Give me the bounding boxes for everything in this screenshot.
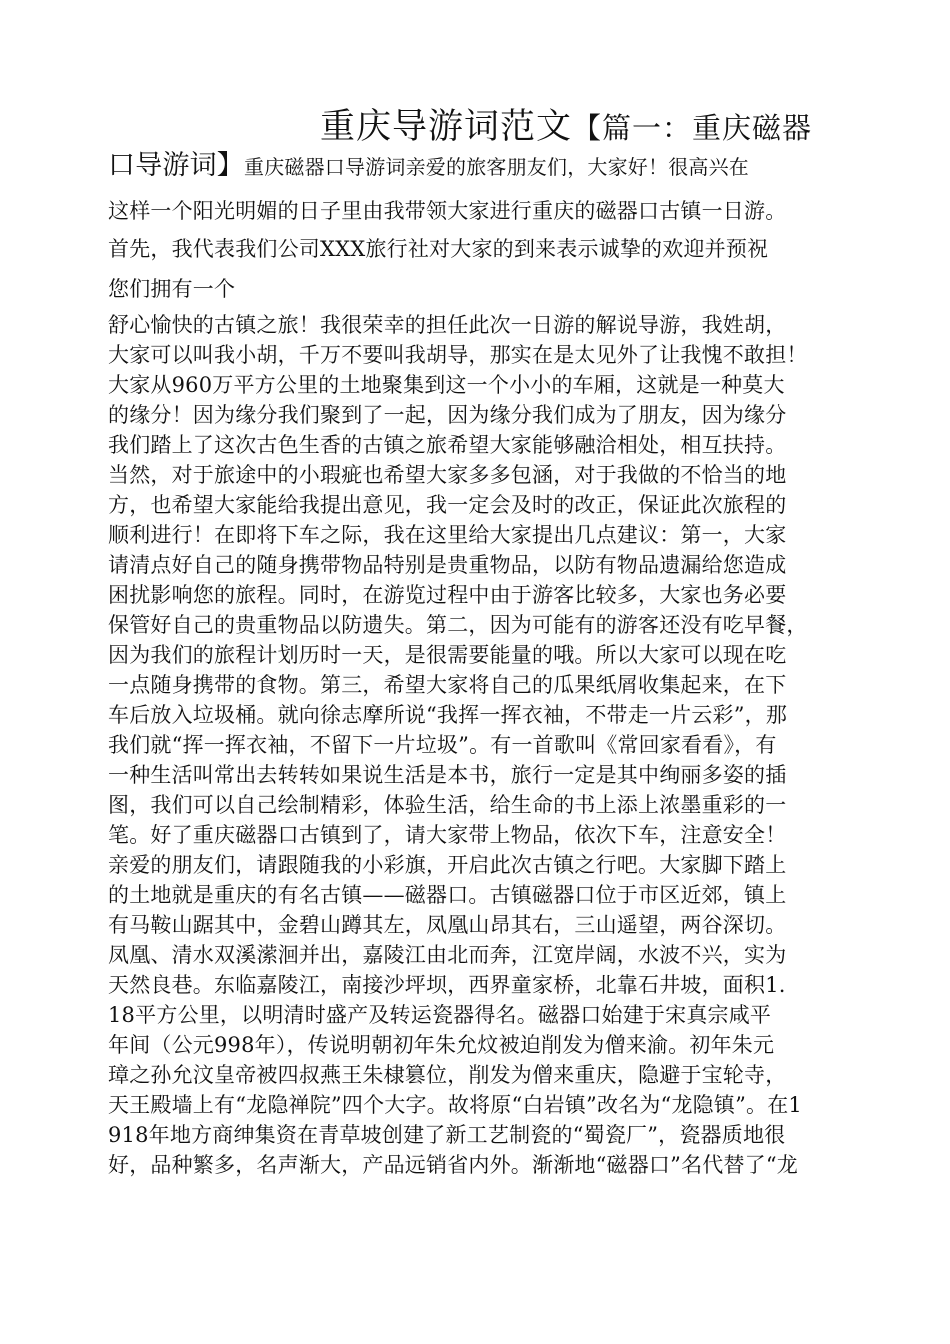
text-line: 笔。好了重庆磁器口古镇到了，请大家带上物品，依次下车，注意安全！ — [108, 823, 787, 847]
title-main: 重庆导游词范文 — [320, 107, 573, 147]
text-line: 璋之孙允汶皇帝被四叔燕王朱棣篡位，削发为僧来重庆，隐避于宝轮寺， — [108, 1063, 787, 1087]
text-line: 保管好自己的贵重物品以防遗失。第二，因为可能有的游客还没有吃早餐， — [108, 613, 808, 637]
text-line: 我们踏上了这次古色生香的古镇之旅希望大家能够融洽相处，相互扶持。 — [108, 433, 787, 457]
text-line: 顺利进行！在即将下车之际，我在这里给大家提出几点建议：第一，大家 — [108, 523, 787, 547]
text-line: 的土地就是重庆的有名古镇——磁器口。古镇磁器口位于市区近郊，镇上 — [108, 883, 787, 907]
text-line: 918年地方商绅集资在青草坡创建了新工艺制瓷的“蜀瓷厂”，瓷器质地很 — [108, 1123, 786, 1147]
text-line: 重庆磁器口导游词亲爱的旅客朋友们，大家好！很高兴在 — [244, 155, 749, 179]
text-line: 大家从960万平方公里的土地聚集到这一个小小的车厢，这就是一种莫大 — [108, 373, 785, 397]
text-line: 年间（公元998年），传说明朝初年朱允炆被迫削发为僧来渝。初年朱元 — [108, 1033, 775, 1057]
text-line: 车后放入垃圾桶。就向徐志摩所说“我挥一挥衣袖，不带走一片云彩”，那 — [108, 703, 788, 727]
text-line: 亲爱的朋友们，请跟随我的小彩旗，开启此次古镇之行吧。大家脚下踏上 — [108, 853, 787, 877]
text-line: 舒心愉快的古镇之旅！我很荣幸的担任此次一日游的解说导游，我姓胡， — [108, 313, 787, 337]
text-line: 图，我们可以自己绘制精彩，体验生活，给生命的书上添上浓墨重彩的一 — [108, 793, 787, 817]
text-line: 的缘分！因为缘分我们聚到了一起，因为缘分我们成为了朋友，因为缘分 — [108, 403, 787, 427]
text-line: 您们拥有一个 — [108, 277, 236, 301]
document-title — [320, 104, 812, 156]
text-line: 我们就“挥一挥衣袖，不留下一片垃圾”。有一首歌叫《常回家看看》，有 — [108, 733, 777, 757]
title-subtitle: 【篇一：重庆磁器 — [572, 111, 813, 145]
text-line: 天王殿墙上有“龙隐禅院”四个大字。故将原“白岩镇”改名为“龙隐镇”。在1 — [108, 1093, 802, 1117]
text-line: 一种生活叫常出去转转如果说生活是本书，旅行一定是其中绚丽多姿的插 — [108, 763, 787, 787]
text-line: 天然良巷。东临嘉陵江，南接沙坪坝，西界童家桥，北靠石井坡，面积1. — [108, 973, 786, 997]
text-line: 18平方公里，以明清时盛产及转运瓷器得名。磁器口始建于宋真宗咸平 — [108, 1003, 772, 1027]
text-line: 请清点好自己的随身携带物品特别是贵重物品，以防有物品遗漏给您造成 — [108, 553, 787, 577]
text-line: 凤凰、清水双溪潆洄并出，嘉陵江由北而奔，江宽岸阔，水波不兴，实为 — [108, 943, 787, 967]
text-line: 一点随身携带的食物。第三，希望大家将自己的瓜果纸屑收集起来，在下 — [108, 673, 787, 697]
text-line: 好，品种繁多，名声渐大，产品远销省内外。渐渐地“磁器口”名代替了“龙 — [108, 1153, 799, 1177]
text-line: 困扰影响您的旅程。同时，在游览过程中由于游客比较多，大家也务必要 — [108, 583, 787, 607]
text-line: 方，也希望大家能给我提出意见，我一定会及时的改正，保证此次旅程的 — [108, 493, 787, 517]
text-line: 因为我们的旅程计划历时一天，是很需要能量的哦。所以大家可以现在吃 — [108, 643, 787, 667]
text-line: 首先，我代表我们公司XXX旅行社对大家的到来表示诚挚的欢迎并预祝 — [108, 237, 769, 261]
text-line: 有马鞍山踞其中，金碧山蹲其左，凤凰山昂其右，三山遥望，两谷深切。 — [108, 913, 787, 937]
text-line: 大家可以叫我小胡，千万不要叫我胡导，那实在是太见外了让我愧不敢担！ — [108, 343, 808, 367]
text-line: 当然，对于旅途中的小瑕疵也希望大家多多包涵，对于我做的不恰当的地 — [108, 463, 787, 487]
text-line: 这样一个阳光明媚的日子里由我带领大家进行重庆的磁器口古镇一日游。 — [108, 199, 787, 223]
text-line-2 — [108, 151, 749, 182]
title-subtitle-continued: 口导游词】 — [108, 150, 244, 181]
